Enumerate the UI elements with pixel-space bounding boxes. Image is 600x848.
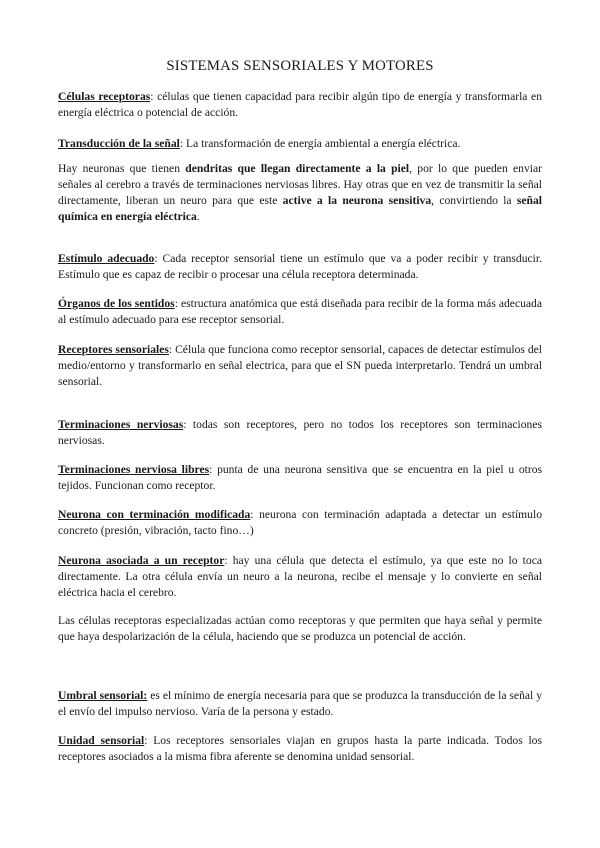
term: Órganos de los sentidos	[58, 297, 175, 310]
definition-text: Los receptores sensoriales viajan en grupos hasta la parte indicada. Todos los receptores asociados a la misma fibra aferente se denomina unidad sensorial.	[58, 734, 542, 763]
definition-text: células que tienen capacidad para recibir algún tipo de energía y transformarla en energía eléctrica o potencial de acción.	[58, 90, 542, 119]
definition-terminaciones-nerviosas: Terminaciones nerviosas: todas son receptores, pero no todos los receptores son terminaciones nerviosas.	[58, 418, 542, 447]
definition-celulas-receptoras: Células receptoras: células que tienen capacidad para recibir algún tipo de energía y transformarla en energía eléctrica o potencial de acción.	[58, 90, 542, 119]
definition-umbral-sensorial	[58, 688, 542, 720]
term: Transducción de la señal	[58, 137, 180, 150]
definition-text: es el mínimo de energía necesaria para que se produzca la transducción de la señal y el envío del impulso nervioso. Varía de la persona y estado.	[58, 689, 542, 718]
term: Unidad sensorial	[58, 734, 145, 747]
definition-text: punta de una neurona sensitiva que se encuentra en la piel u otros tejidos. Funcionan como receptor.	[58, 463, 543, 492]
definition-text: La transformación de energía ambiental a energía eléctrica.	[183, 137, 461, 150]
definition-text: hay una célula que detecta el estímulo, ya que este no lo toca directamente. La otra célula envía un neuro a la neurona, recibe el mensaje y lo convierte en señal eléctrica hacia el cerebro.	[58, 554, 542, 599]
definition-neurona-terminacion-modificada: Neurona con terminación modificada: neurona con terminación adaptada a detectar un estímulo concreto (presión, vibración, tacto fino…)	[58, 508, 542, 537]
definition-transduccion: Transducción de la señal: La transformación de energía ambiental a energía eléctrica.	[58, 137, 461, 150]
paragraph-neuronas: Hay neuronas que tienen dendritas que llegan directamente a la piel, por lo que pueden enviar señales al cerebro a través de terminaciones nerviosas libres. Hay otras que en vez de transmitir la señal directamente, liberan un neuro para que este active a la neurona sensitiva, convirtiendo la señal química en energía eléctrica.	[58, 162, 542, 223]
bold-phrase: dendritas que llegan directamente a la piel	[185, 162, 410, 175]
term: Células receptoras	[58, 90, 151, 103]
definition-estimulo-adecuado: Estímulo adecuado: Cada receptor sensorial tiene un estímulo que va a poder recibir y transducir. Estímulo que es capaz de recibir o procesar una célula receptora determinada.	[58, 252, 542, 281]
term: Terminaciones nerviosas	[58, 418, 184, 431]
definition-receptores-sensoriales: Receptores sensoriales: Célula que funciona como receptor sensorial, capaces de detectar estímulos del medio/entorno y transformarlo en señal electrica, para que el SN pueda interpretarlo. Tendrá un umbral sensorial.	[58, 343, 543, 388]
term: Umbral sensorial:	[58, 689, 148, 702]
definition-terminaciones-libres: Terminaciones nerviosa libres: punta de una neurona sensitiva que se encuentra en la piel u otros tejidos. Funcionan como receptor.	[58, 463, 543, 492]
document-title: SISTEMAS SENSORIALES Y MOTORES	[166, 58, 434, 74]
definition-text: Cada receptor sensorial tiene un estímulo que va a poder recibir y transducir. Estímulo que es capaz de recibir o procesar una célula receptora determinada.	[58, 252, 542, 281]
term: Receptores sensoriales	[58, 343, 169, 356]
definition-organos-sentidos: Órganos de los sentidos: estructura anatómica que está diseñada para recibir de la forma más adecuada al estímulo adecuado para ese receptor sensorial.	[58, 297, 542, 326]
definition-text: Célula que funciona como receptor sensorial, capaces de detectar estímulos del medio/entorno y transformarlo en señal electrica, para que el SN pueda interpretarlo. Tendrá un umbral sensorial.	[58, 343, 543, 388]
bold-phrase: señal química en energía eléctrica	[58, 194, 542, 223]
definition-neurona-asociada: Neurona asociada a un receptor: hay una célula que detecta el estímulo, ya que este no lo toca directamente. La otra célula envía un neuro a la neurona, recibe el mensaje y lo convierte en señal eléctrica hacia el cerebro.	[58, 554, 542, 599]
definition-text: estructura anatómica que está diseñada para recibir de la forma más adecuada al estímulo adecuado para ese receptor sensorial.	[58, 297, 542, 326]
definition-text: neurona con terminación adaptada a detectar un estímulo concreto (presión, vibración, tacto fino…)	[58, 508, 542, 537]
paragraph-celulas-especializadas: Las células receptoras especializadas actúan como receptoras y que permiten que haya señal y permite que haya despolarización de la célula, haciendo que se produzca un potencial de acción.	[58, 614, 542, 643]
term: Neurona asociada a un receptor	[58, 554, 225, 567]
term: Neurona con terminación modificada	[58, 508, 251, 521]
term: Estímulo adecuado	[58, 252, 155, 265]
definition-text: todas son receptores, pero no todos los receptores son terminaciones nerviosas.	[58, 418, 542, 447]
term: Terminaciones nerviosa libres	[58, 463, 210, 476]
definition-unidad-sensorial: Unidad sensorial: Los receptores sensoriales viajan en grupos hasta la parte indicada. Todos los receptores asociados a la misma fibra aferente se denomina unidad sensorial.	[58, 734, 542, 763]
bold-phrase: active a la neurona sensitiva	[282, 194, 432, 207]
